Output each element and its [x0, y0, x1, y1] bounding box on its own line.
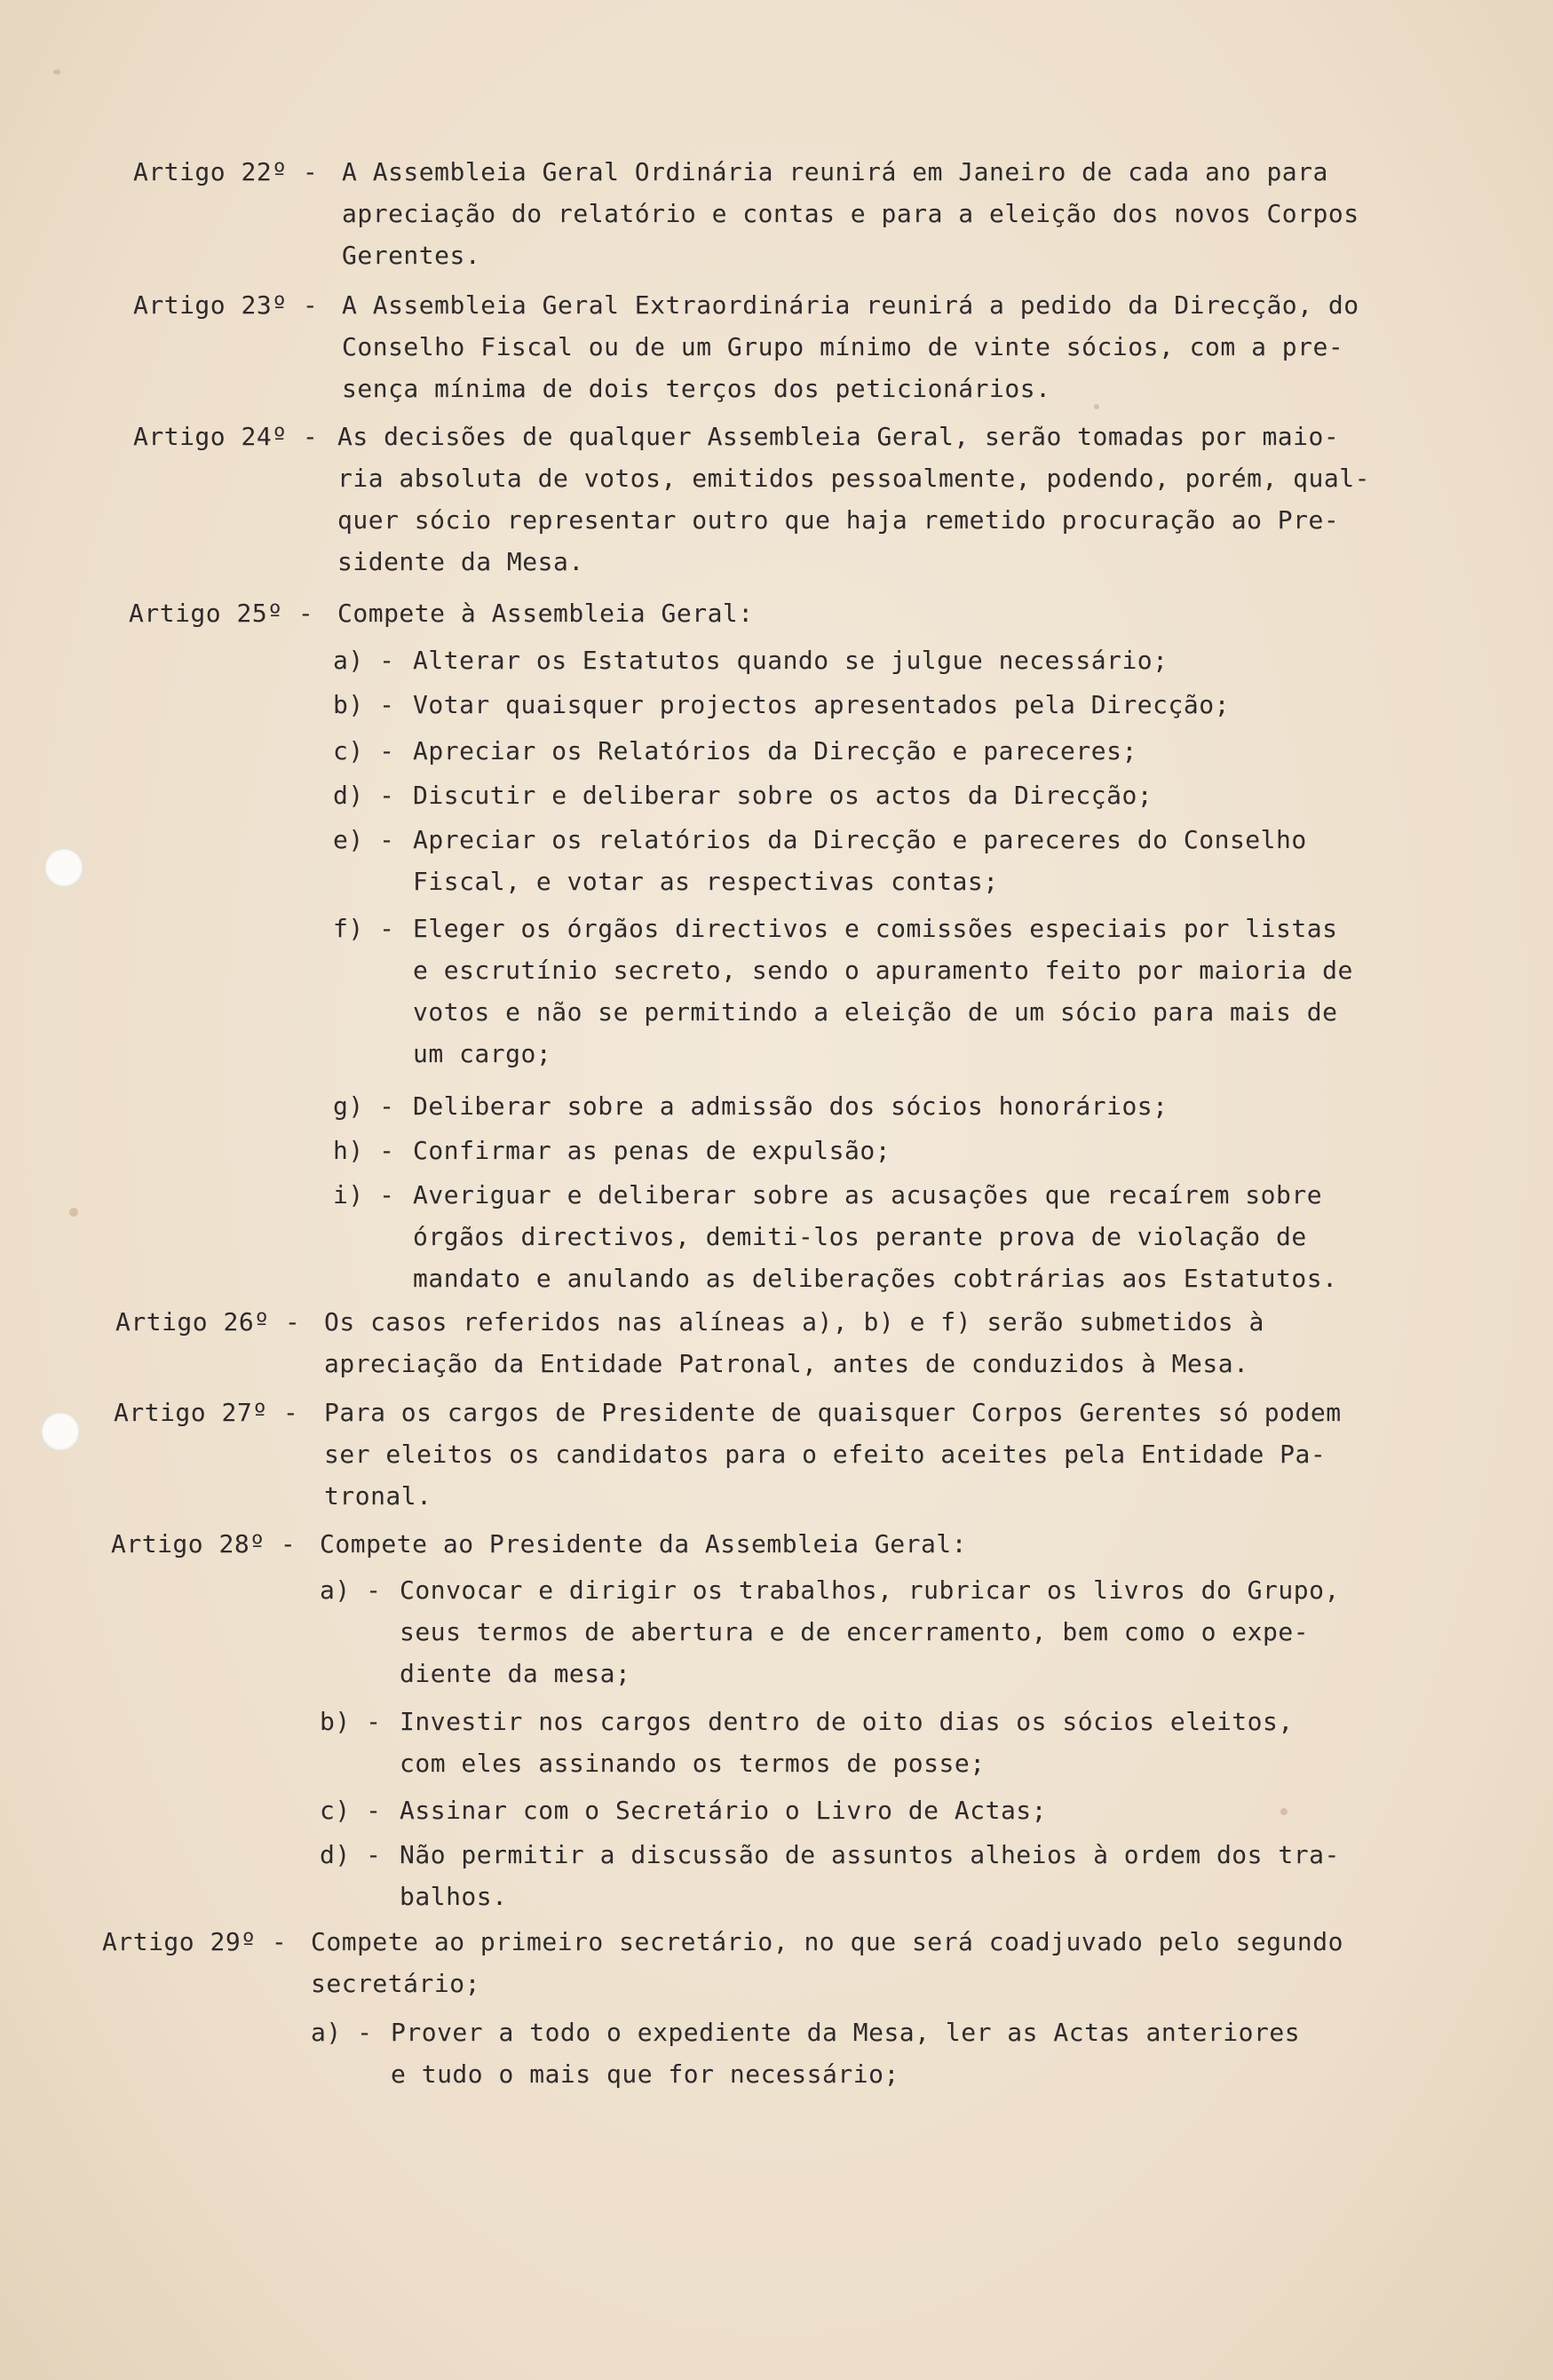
item-label: h) -: [333, 1136, 395, 1165]
stain-mark: [53, 69, 60, 75]
item-text-line: com eles assinando os termos de posse;: [400, 1749, 986, 1778]
article-text-line: tronal.: [324, 1481, 432, 1511]
article-text-line: Compete ao Presidente da Assembleia Geral:: [320, 1529, 968, 1559]
article-text-line: secretário;: [311, 1969, 480, 1998]
article-text-line: Gerentes.: [342, 241, 481, 270]
item-text-line: Discutir e deliberar sobre os actos da Direcção;: [413, 781, 1153, 810]
item-text-line: Investir nos cargos dentro de oito dias os sócios eleitos,: [400, 1707, 1294, 1736]
item-text-line: diente da mesa;: [400, 1659, 631, 1688]
article-label: Artigo 27º -: [114, 1398, 299, 1427]
item-text-line: balhos.: [400, 1882, 508, 1911]
item-label: g) -: [333, 1091, 395, 1121]
item-text-line: Votar quaisquer projectos apresentados pela Direcção;: [413, 690, 1230, 719]
item-label: a) -: [320, 1575, 382, 1605]
punch-hole: [44, 848, 83, 887]
item-text-line: Convocar e dirigir os trabalhos, rubricar os livros do Grupo,: [400, 1575, 1340, 1605]
item-text-line: Eleger os órgãos directivos e comissões especiais por listas: [413, 914, 1338, 943]
article-text-line: ser eleitos os candidatos para o efeito aceites pela Entidade Pa-: [324, 1440, 1327, 1469]
item-label: d) -: [333, 781, 395, 810]
punch-hole: [41, 1412, 80, 1451]
item-text-line: seus termos de abertura e de encerramento, bem como o expe-: [400, 1617, 1310, 1646]
article-label: Artigo 29º -: [102, 1927, 288, 1956]
item-text-line: Apreciar os relatórios da Direcção e pareceres do Conselho: [413, 825, 1307, 854]
item-text-line: órgãos directivos, demiti-los perante prova de violação de: [413, 1222, 1307, 1251]
article-text-line: Compete ao primeiro secretário, no que será coadjuvado pelo segundo: [311, 1927, 1343, 1956]
article-text-line: ria absoluta de votos, emitidos pessoalmente, podendo, porém, qual-: [337, 464, 1370, 493]
article-text-line: Compete à Assembleia Geral:: [337, 599, 754, 628]
item-label: d) -: [320, 1840, 382, 1869]
article-label: Artigo 24º -: [133, 422, 319, 451]
item-text-line: Prover a todo o expediente da Mesa, ler as Actas anteriores: [391, 2018, 1301, 2047]
article-text-line: apreciação do relatório e contas e para a eleição dos novos Corpos: [342, 199, 1359, 228]
item-text-line: Deliberar sobre a admissão dos sócios honorários;: [413, 1091, 1169, 1121]
item-text-line: Não permitir a discussão de assuntos alheios à ordem dos tra-: [400, 1840, 1340, 1869]
item-label: a) -: [311, 2018, 373, 2047]
article-label: Artigo 28º -: [111, 1529, 297, 1559]
article-text-line: sidente da Mesa.: [337, 547, 584, 576]
stain-mark: [69, 1208, 78, 1217]
article-text-line: Conselho Fiscal ou de um Grupo mínimo de vinte sócios, com a pre-: [342, 332, 1344, 361]
item-label: f) -: [333, 914, 395, 943]
stain-mark: [1094, 404, 1099, 409]
item-text-line: Fiscal, e votar as respectivas contas;: [413, 867, 999, 896]
item-text-line: Assinar com o Secretário o Livro de Actas;: [400, 1796, 1048, 1825]
item-text-line: mandato e anulando as deliberações cobtrárias aos Estatutos.: [413, 1264, 1338, 1293]
item-label: a) -: [333, 646, 395, 675]
article-text-line: A Assembleia Geral Extraordinária reunirá a pedido da Direcção, do: [342, 290, 1359, 320]
stain-mark: [1280, 1808, 1288, 1815]
item-text-line: Alterar os Estatutos quando se julgue necessário;: [413, 646, 1169, 675]
item-label: e) -: [333, 825, 395, 854]
item-text-line: um cargo;: [413, 1039, 552, 1068]
item-text-line: votos e não se permitindo a eleição de um sócio para mais de: [413, 997, 1338, 1027]
article-text-line: Os casos referidos nas alíneas a), b) e f) serão submetidos à: [324, 1307, 1264, 1337]
article-label: Artigo 25º -: [129, 599, 314, 628]
article-text-line: quer sócio representar outro que haja remetido procuração ao Pre-: [337, 505, 1340, 535]
article-label: Artigo 22º -: [133, 157, 319, 186]
item-label: c) -: [320, 1796, 382, 1825]
article-label: Artigo 26º -: [115, 1307, 301, 1337]
item-label: b) -: [320, 1707, 382, 1736]
article-text-line: As decisões de qualquer Assembleia Geral, serão tomadas por maio-: [337, 422, 1340, 451]
article-text-line: Para os cargos de Presidente de quaisquer Corpos Gerentes só podem: [324, 1398, 1342, 1427]
article-text-line: A Assembleia Geral Ordinária reunirá em Janeiro de cada ano para: [342, 157, 1328, 186]
item-text-line: Averiguar e deliberar sobre as acusações que recaírem sobre: [413, 1180, 1323, 1210]
article-label: Artigo 23º -: [133, 290, 319, 320]
item-label: b) -: [333, 690, 395, 719]
item-label: c) -: [333, 736, 395, 766]
item-text-line: Apreciar os Relatórios da Direcção e pareceres;: [413, 736, 1137, 766]
item-label: i) -: [333, 1180, 395, 1210]
item-text-line: e tudo o mais que for necessário;: [391, 2059, 899, 2089]
item-text-line: e escrutínio secreto, sendo o apuramento feito por maioria de: [413, 956, 1353, 985]
item-text-line: Confirmar as penas de expulsão;: [413, 1136, 891, 1165]
article-text-line: sença mínima de dois terços dos peticionários.: [342, 374, 1051, 403]
article-text-line: apreciação da Entidade Patronal, antes de conduzidos à Mesa.: [324, 1349, 1249, 1378]
